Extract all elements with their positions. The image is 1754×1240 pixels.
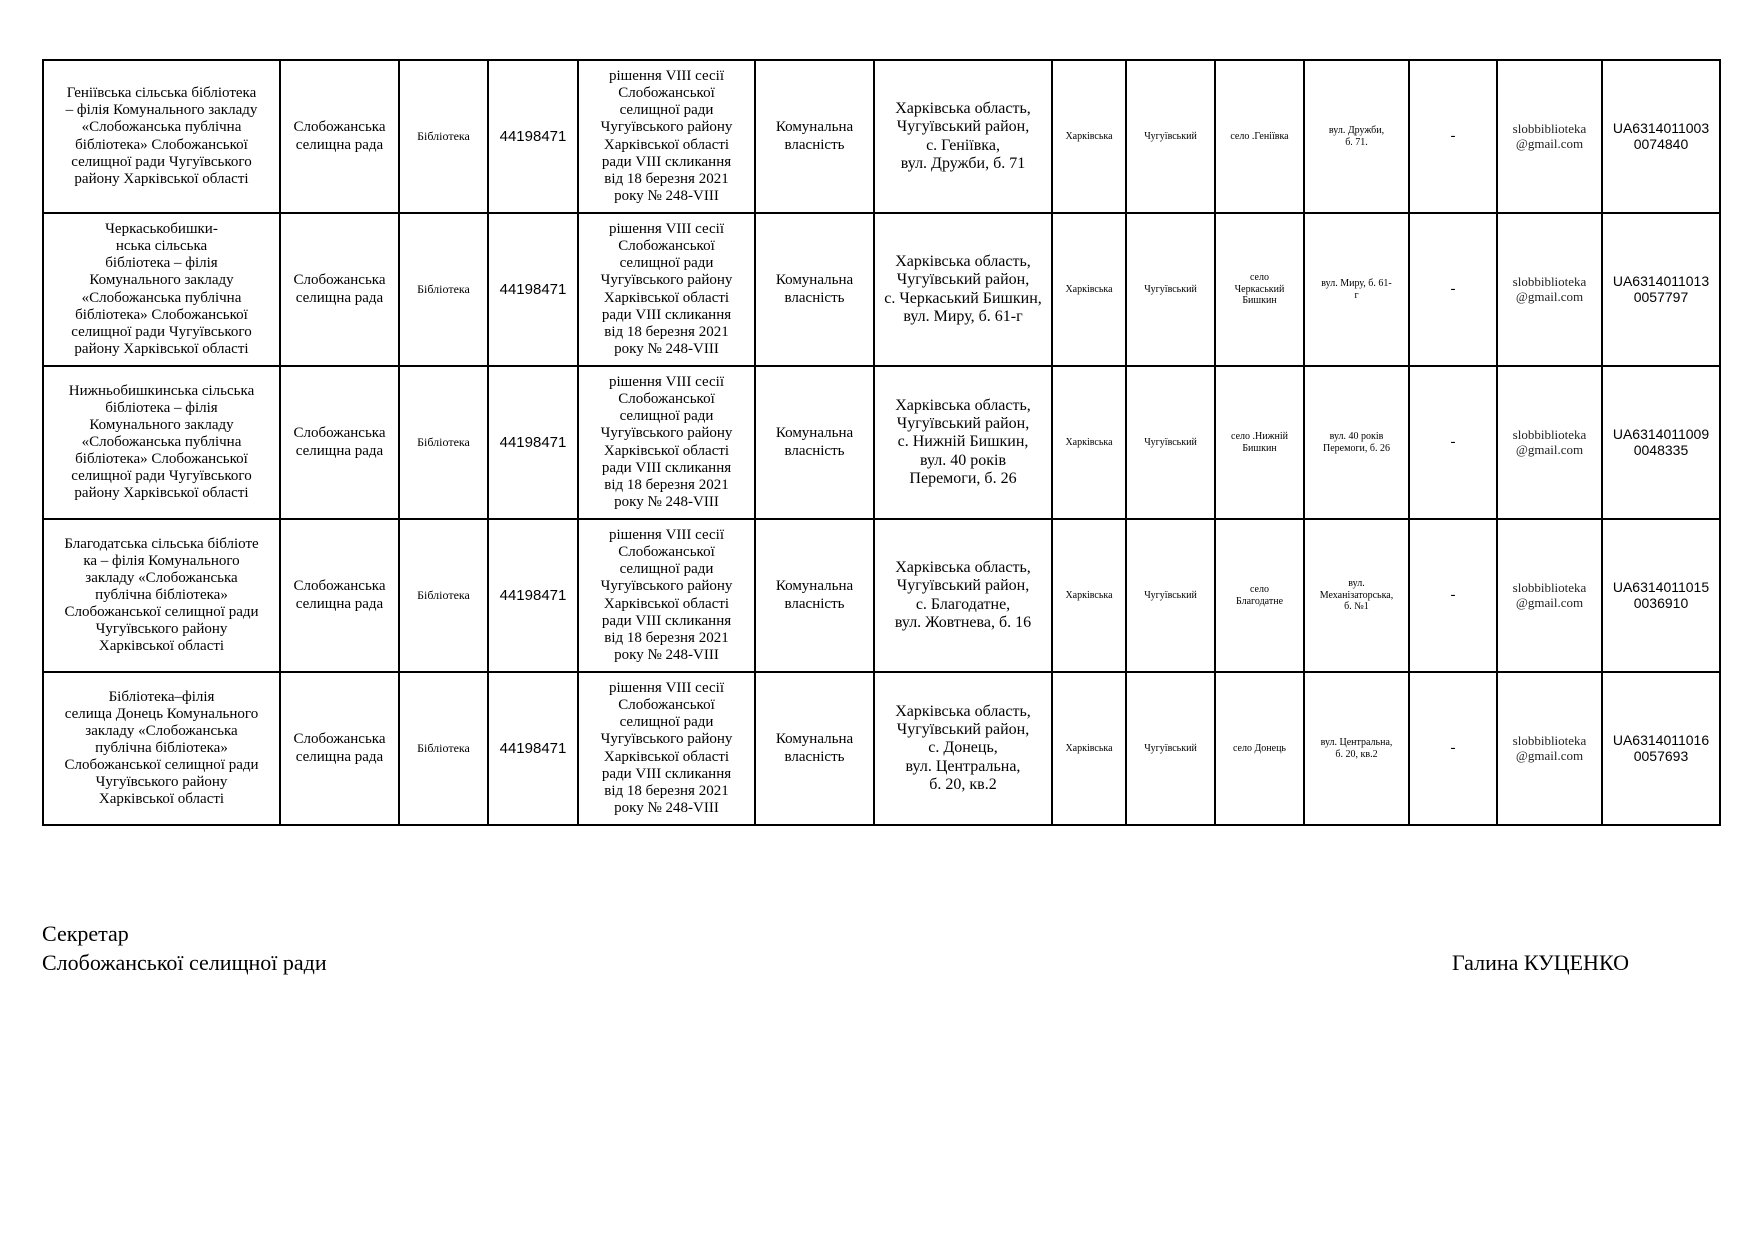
oblast-cell: Харкiвська: [1052, 213, 1126, 366]
decision-cell: рiшення VIII сесiї Слобожанської селищної ради Чугуївського району Харкiвської областi ради VIII скликання вiд 18 березня 2021 року № 248-VIII: [578, 366, 755, 519]
edrpou-code-cell: 44198471: [488, 60, 578, 213]
library-name-cell: Бiблiотека–фiлiя селища Донець Комунального закладу «Слобожанська публiчна бiблiотека» Слобожанської селищної ради Чугуївського району Харкiвської областi: [43, 672, 280, 825]
ownership-cell: Комунальна власнiсть: [755, 366, 874, 519]
institution-type-cell: Бiблiотека: [399, 213, 488, 366]
institution-type-cell: Бiблiотека: [399, 60, 488, 213]
signature-name: Галина КУЦЕНКО: [1452, 950, 1629, 975]
katottg-code-cell: UA6314011003 0074840: [1602, 60, 1720, 213]
ownership-cell: Комунальна власнiсть: [755, 519, 874, 672]
empty-value-cell: -: [1409, 60, 1497, 213]
registry-body: [43, 60, 1720, 825]
street-cell: вул. Дружби, б. 71.: [1304, 60, 1409, 213]
decision-cell: рiшення VIII сесiї Слобожанської селищної ради Чугуївського району Харкiвської областi ради VIII скликання вiд 18 березня 2021 року № 248-VIII: [578, 213, 755, 366]
district-cell: Чугуївський: [1126, 519, 1215, 672]
settlement-cell: село Черкаський Бишкин: [1215, 213, 1304, 366]
library-name-cell: Благодатська сiльська бiблiоте ка – фiлiя Комунального закладу «Слобожанська публiчна бiблiотека» Слобожанської селищної ради Чугуївського району Харкiвської областi: [43, 519, 280, 672]
address-cell: Харкiвська область, Чугуївський район, с. Донець, вул. Центральна, б. 20, кв.2: [874, 672, 1052, 825]
oblast-cell: Харкiвська: [1052, 672, 1126, 825]
signature-council: Слобожанської селищної ради: [42, 949, 327, 975]
decision-cell: рiшення VIII сесiї Слобожанської селищної ради Чугуївського району Харкiвської областi ради VIII скликання вiд 18 березня 2021 року № 248-VIII: [578, 672, 755, 825]
library-name-cell: Черкаськобишки- нська сiльська бiблiотека – фiлiя Комунального закладу «Слобожанська публiчна бiблiотека» Слобожанської селищної ради Чугуївського району Харкiвської областi: [43, 213, 280, 366]
address-cell: Харкiвська область, Чугуївський район, с. Черкаський Бишкин, вул. Миру, б. 61-г: [874, 213, 1052, 366]
ownership-cell: Комунальна власнiсть: [755, 213, 874, 366]
email-cell: slobbiblioteka @gmail.com: [1497, 366, 1602, 519]
settlement-cell: село Благодатне: [1215, 519, 1304, 672]
edrpou-code-cell: 44198471: [488, 519, 578, 672]
empty-value-cell: -: [1409, 672, 1497, 825]
email-cell: slobbiblioteka @gmail.com: [1497, 213, 1602, 366]
katottg-code-cell: UA6314011013 0057797: [1602, 213, 1720, 366]
empty-value-cell: -: [1409, 366, 1497, 519]
street-cell: вул. Миру, б. 61- г: [1304, 213, 1409, 366]
edrpou-code-cell: 44198471: [488, 213, 578, 366]
oblast-cell: Харкiвська: [1052, 519, 1126, 672]
katottg-code-cell: UA6314011015 0036910: [1602, 519, 1720, 672]
oblast-cell: Харкiвська: [1052, 60, 1126, 213]
district-cell: Чугуївський: [1126, 213, 1215, 366]
district-cell: Чугуївський: [1126, 60, 1215, 213]
table-row: [43, 213, 1720, 366]
email-cell: slobbiblioteka @gmail.com: [1497, 60, 1602, 213]
institution-type-cell: Бiблiотека: [399, 519, 488, 672]
table-row: [43, 60, 1720, 213]
signature-block: [42, 920, 327, 977]
settlement-cell: село .Генiївка: [1215, 60, 1304, 213]
street-cell: вул. 40 рокiв Перемоги, б. 26: [1304, 366, 1409, 519]
empty-value-cell: -: [1409, 519, 1497, 672]
katottg-code-cell: UA6314011016 0057693: [1602, 672, 1720, 825]
library-registry-table: [42, 59, 1721, 826]
council-cell: Слобожанська селищна рада: [280, 672, 399, 825]
address-cell: Харкiвська область, Чугуївський район, с. Благодатне, вул. Жовтнева, б. 16: [874, 519, 1052, 672]
table-row: [43, 366, 1720, 519]
library-name-cell: Генiївська сiльська бiблiотека – фiлiя Комунального закладу «Слобожанська публiчна бiблiотека» Слобожанської селищної ради Чугуївського району Харкiвської областi: [43, 60, 280, 213]
email-cell: slobbiblioteka @gmail.com: [1497, 672, 1602, 825]
council-cell: Слобожанська селищна рада: [280, 519, 399, 672]
street-cell: вул. Механiзаторська, б. №1: [1304, 519, 1409, 672]
ownership-cell: Комунальна власнiсть: [755, 672, 874, 825]
empty-value-cell: -: [1409, 213, 1497, 366]
email-cell: slobbiblioteka @gmail.com: [1497, 519, 1602, 672]
library-name-cell: Нижньобишкинська сiльська бiблiотека – фiлiя Комунального закладу «Слобожанська публiчна бiблiотека» Слобожанської селищної ради Чугуївського району Харкiвської областi: [43, 366, 280, 519]
address-cell: Харкiвська область, Чугуївський район, с. Генiївка, вул. Дружби, б. 71: [874, 60, 1052, 213]
council-cell: Слобожанська селищна рада: [280, 60, 399, 213]
decision-cell: рiшення VIII сесiї Слобожанської селищної ради Чугуївського району Харкiвської областi ради VIII скликання вiд 18 березня 2021 року № 248-VIII: [578, 519, 755, 672]
signature-title: Секретар: [42, 921, 129, 946]
edrpou-code-cell: 44198471: [488, 672, 578, 825]
ownership-cell: Комунальна власнiсть: [755, 60, 874, 213]
table-row: [43, 519, 1720, 672]
council-cell: Слобожанська селищна рада: [280, 366, 399, 519]
institution-type-cell: Бiблiотека: [399, 366, 488, 519]
address-cell: Харкiвська область, Чугуївський район, с. Нижнiй Бишкин, вул. 40 рокiв Перемоги, б. 26: [874, 366, 1052, 519]
oblast-cell: Харкiвська: [1052, 366, 1126, 519]
settlement-cell: село Донець: [1215, 672, 1304, 825]
decision-cell: рiшення VIII сесiї Слобожанської селищної ради Чугуївського району Харкiвської областi ради VIII скликання вiд 18 березня 2021 року № 248-VIII: [578, 60, 755, 213]
district-cell: Чугуївський: [1126, 672, 1215, 825]
institution-type-cell: Бiблiотека: [399, 672, 488, 825]
district-cell: Чугуївський: [1126, 366, 1215, 519]
table-row: [43, 672, 1720, 825]
council-cell: Слобожанська селищна рада: [280, 213, 399, 366]
katottg-code-cell: UA6314011009 0048335: [1602, 366, 1720, 519]
settlement-cell: село .Нижнiй Бишкин: [1215, 366, 1304, 519]
edrpou-code-cell: 44198471: [488, 366, 578, 519]
street-cell: вул. Центральна, б. 20, кв.2: [1304, 672, 1409, 825]
